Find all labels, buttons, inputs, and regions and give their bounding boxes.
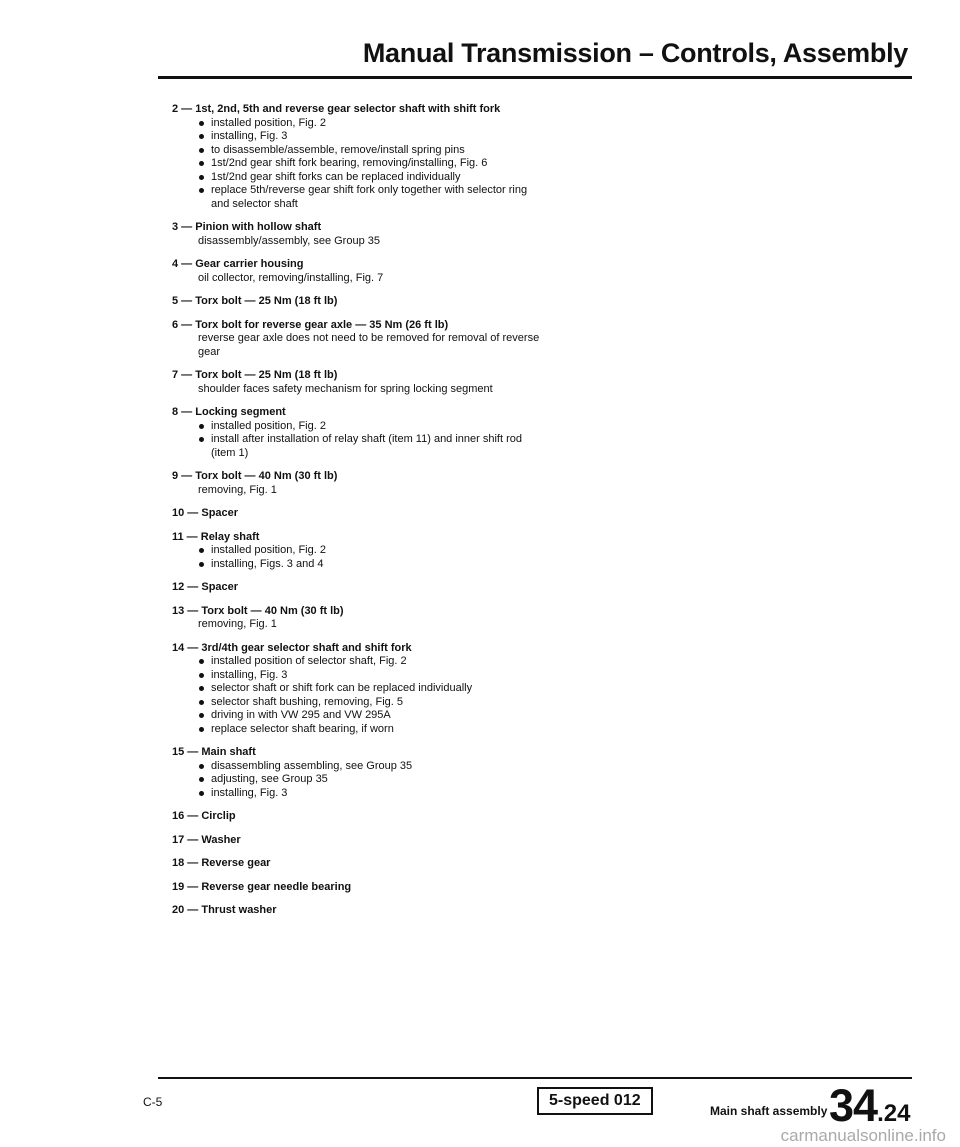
- bullet-item: to disassemble/assemble, remove/install spring pins: [198, 144, 542, 158]
- page-id: C-5: [143, 1095, 163, 1109]
- item-label: Reverse gear: [201, 857, 271, 869]
- item-label: Reverse gear needle bearing: [201, 880, 352, 893]
- list-item: [172, 319, 542, 360]
- bullet-item: installed position of selector shaft, Fig. 2: [198, 655, 542, 669]
- item-number: 5 —: [172, 295, 193, 307]
- bullet-item: selector shaft bushing, removing, Fig. 5: [198, 696, 542, 710]
- bullet-item: installing, Fig. 3: [198, 130, 542, 144]
- item-note: oil collector, removing/installing, Fig. 7: [198, 271, 384, 284]
- list-item: [172, 746, 542, 800]
- item-title: [172, 904, 542, 918]
- list-item: [172, 904, 542, 918]
- item-label: Main shaft: [201, 746, 256, 758]
- bullet-item: install after installation of relay shaft (item 11) and inner shift rod (item 1): [198, 433, 542, 460]
- item-number: 14 —: [172, 641, 199, 654]
- item-note: shoulder faces safety mechanism for spring locking segment: [198, 382, 493, 395]
- item-number: 11 —: [172, 530, 198, 543]
- item-title: [172, 258, 542, 272]
- item-title: [172, 642, 542, 656]
- item-label: Torx bolt — 40 Nm (30 ft lb): [195, 470, 338, 482]
- bullet-item: replace 5th/reverse gear shift fork only together with selector ring and selector shaft: [198, 184, 542, 211]
- item-label: Circlip: [201, 810, 236, 822]
- item-number: 18 —: [172, 857, 199, 869]
- section-name: Main shaft assembly: [710, 1104, 828, 1118]
- item-title: [172, 581, 542, 595]
- item-title: [172, 406, 542, 420]
- bullet-item: driving in with VW 295 and VW 295A: [198, 709, 542, 723]
- list-item: [172, 295, 542, 309]
- bullet-item: 1st/2nd gear shift fork bearing, removing/installing, Fig. 6: [198, 157, 542, 171]
- item-title: [172, 531, 542, 545]
- bullet-item: installing, Fig. 3: [198, 787, 542, 801]
- list-item: [172, 857, 542, 871]
- item-number: 7 —: [172, 369, 193, 381]
- item-title: [172, 103, 542, 117]
- list-item: [172, 369, 542, 396]
- list-item: [172, 221, 542, 248]
- list-item: [172, 531, 542, 572]
- bullet-item: replace selector shaft bearing, if worn: [198, 723, 542, 737]
- page-number-major: 34: [829, 1080, 878, 1131]
- page-title: Manual Transmission – Controls, Assembly: [362, 38, 908, 68]
- item-label: Torx bolt — 40 Nm (30 ft lb): [201, 604, 344, 617]
- bullet-item: adjusting, see Group 35: [198, 773, 542, 787]
- list-item: [172, 103, 542, 211]
- item-label: Spacer: [201, 507, 239, 519]
- list-item: [172, 834, 542, 848]
- model-box: 5-speed 012: [537, 1087, 653, 1115]
- page-number-minor: .24: [877, 1100, 911, 1127]
- item-title: [172, 295, 542, 309]
- item-label: Torx bolt — 25 Nm (18 ft lb): [195, 369, 338, 381]
- item-title: [172, 221, 542, 235]
- item-number: 3 —: [172, 221, 193, 233]
- bullet-list: [172, 117, 542, 212]
- item-number: 8 —: [172, 406, 193, 418]
- bullet-item: 1st/2nd gear shift forks can be replaced individually: [198, 171, 542, 185]
- bullet-item: installed position, Fig. 2: [198, 420, 542, 434]
- item-title: [172, 369, 542, 383]
- list-item: [172, 810, 542, 824]
- item-number: 12 —: [172, 581, 199, 593]
- item-number: 4 —: [172, 258, 193, 270]
- bullet-item: disassembling assembling, see Group 35: [198, 760, 542, 774]
- list-item: [172, 258, 542, 285]
- item-note: removing, Fig. 1: [198, 618, 277, 630]
- bullet-item: installed position, Fig. 2: [198, 117, 542, 131]
- item-number: 17 —: [172, 833, 199, 846]
- list-item: [172, 605, 542, 632]
- list-item: [172, 642, 542, 737]
- item-note: reverse gear axle does not need to be removed for removal of reverse gear: [198, 332, 540, 358]
- header-divider: [158, 76, 912, 79]
- item-title: [172, 319, 542, 333]
- item-title: [172, 470, 542, 484]
- watermark: carmanualsonline.info: [780, 1126, 946, 1145]
- item-label: Thrust washer: [201, 904, 277, 916]
- item-label: Torx bolt — 25 Nm (18 ft lb): [195, 295, 338, 307]
- item-number: 16 —: [172, 810, 199, 822]
- item-number: 10 —: [172, 507, 199, 519]
- item-title: [172, 746, 542, 760]
- list-item: [172, 406, 542, 460]
- item-label: Washer: [201, 833, 241, 846]
- item-label: Locking segment: [195, 406, 286, 418]
- item-title: [172, 834, 542, 848]
- item-note: removing, Fig. 1: [198, 483, 277, 496]
- item-number: 20 —: [172, 904, 199, 916]
- item-label: Torx bolt for reverse gear axle — 35 Nm (26 ft lb): [195, 318, 449, 331]
- item-title: [172, 810, 542, 824]
- list-item: [172, 507, 542, 521]
- bullet-list: [172, 655, 542, 736]
- item-number: 2 —: [172, 103, 193, 115]
- bullet-item: installing, Figs. 3 and 4: [198, 558, 542, 572]
- page-number: [829, 1080, 910, 1132]
- item-number: 15 —: [172, 746, 199, 758]
- bullet-item: selector shaft or shift fork can be replaced individually: [198, 682, 542, 696]
- item-note: disassembly/assembly, see Group 35: [198, 234, 380, 247]
- list-item: [172, 470, 542, 497]
- item-number: 13 —: [172, 604, 199, 617]
- item-label: Gear carrier housing: [195, 258, 304, 270]
- item-label: Relay shaft: [200, 530, 260, 543]
- item-label: 3rd/4th gear selector shaft and shift fork: [201, 641, 412, 654]
- bullet-list: [172, 420, 542, 461]
- bullet-item: installed position, Fig. 2: [198, 544, 542, 558]
- item-title: [172, 857, 542, 871]
- item-number: 19 —: [172, 880, 199, 893]
- bullet-list: [172, 544, 542, 571]
- item-number: 6 —: [172, 318, 193, 331]
- footer-divider: [158, 1077, 912, 1079]
- list-item: [172, 581, 542, 595]
- bullet-item: installing, Fig. 3: [198, 669, 542, 683]
- item-label: Pinion with hollow shaft: [195, 221, 322, 233]
- item-number: 9 —: [172, 470, 193, 482]
- item-title: [172, 881, 542, 895]
- item-title: [172, 507, 542, 521]
- parts-list: [172, 103, 542, 928]
- item-label: Spacer: [201, 581, 239, 593]
- item-title: [172, 605, 542, 619]
- list-item: [172, 881, 542, 895]
- item-label: 1st, 2nd, 5th and reverse gear selector shaft with shift fork: [195, 103, 501, 115]
- bullet-list: [172, 760, 542, 801]
